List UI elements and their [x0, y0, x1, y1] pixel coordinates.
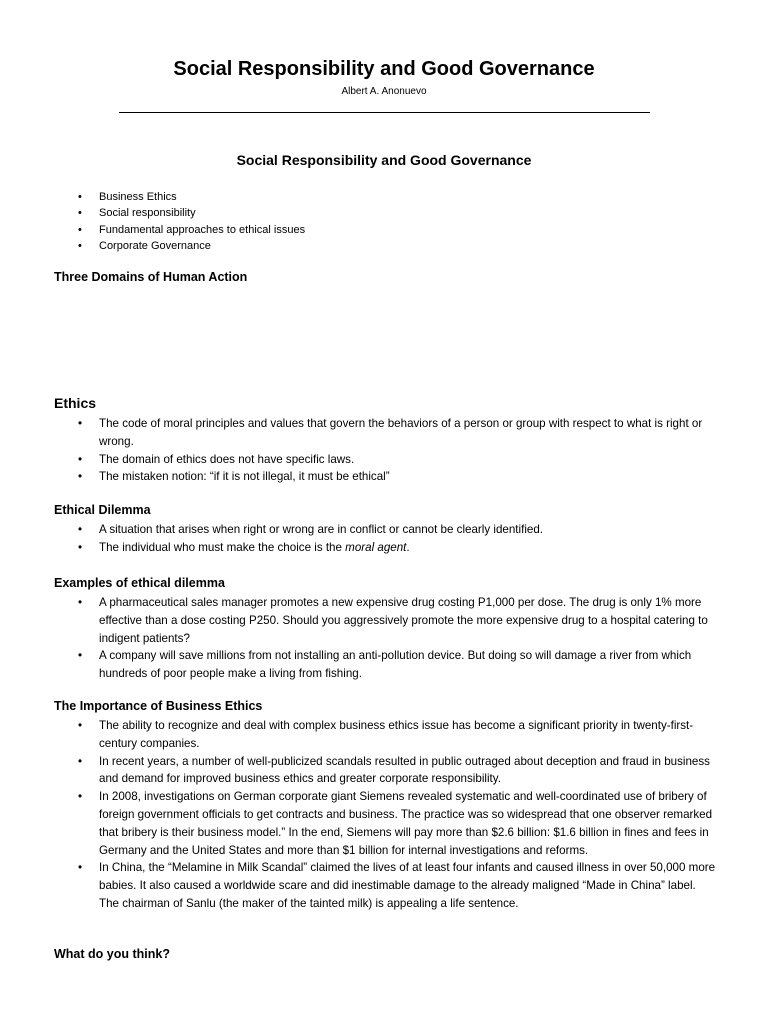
dilemma-heading: Ethical Dilemma [54, 503, 151, 517]
section-title: Social Responsibility and Good Governance [236, 152, 532, 168]
examples-list [78, 594, 718, 683]
dilemma-list [78, 521, 718, 557]
list-item: • A pharmaceutical sales manager promotes a new expensive drug costing P1,000 per dose. The drug is only 1% more effective than a dose costing P250. Should you aggressively promote the more expensive drug to a hospital catering to indigent patients? [78, 594, 718, 647]
moral-agent-suffix: . [406, 540, 410, 554]
list-item: • Fundamental approaches to ethical issues [78, 222, 305, 238]
moral-agent-prefix: The individual who must make the choice is the [99, 540, 346, 554]
document-author: Albert A. Anonuevo [341, 86, 427, 97]
list-item: • The mistaken notion: “if it is not illegal, it must be ethical” [78, 468, 718, 486]
list-item: • A situation that arises when right or wrong are in conflict or cannot be clearly identified. [78, 521, 718, 539]
importance-list [78, 717, 718, 913]
examples-heading: Examples of ethical dilemma [54, 576, 225, 590]
list-item: • In 2008, investigations on German corporate giant Siemens revealed systematic and well-coordinated use of bribery of foreign government officials to get contracts and business. The practice was so widespread that one observer remarked that bribery is their business model.” In the end, Siemens will pay more than $2.6 billion: $1.6 billion in fines and fees in Germany and the United States and more than $1 billion for internal investigations and reforms. [78, 788, 718, 859]
list-item: • The ability to recognize and deal with complex business ethics issue has become a significant priority in twenty-first-century companies. [78, 717, 718, 753]
list-item: • In China, the “Melamine in Milk Scandal” claimed the lives of at least four infants and caused illness in over 50,000 more babies. It also caused a worldwide scare and did inestimable damage to the already maligned “Made in China” label. The chairman of Sanlu (the maker of the tainted milk) is appealing a life sentence. [78, 859, 718, 912]
importance-heading: The Importance of Business Ethics [54, 699, 263, 713]
document-title: Social Responsibility and Good Governance [173, 58, 595, 80]
moral-agent-term: moral agent [345, 540, 407, 554]
ethics-heading: Ethics [54, 395, 97, 411]
list-item: • Corporate Governance [78, 238, 305, 254]
list-item: • In recent years, a number of well-publicized scandals resulted in public outraged about deception and fraud in business and demand for improved business ethics and greater corporate responsibility. [78, 753, 718, 789]
closing-heading: What do you think? [54, 947, 170, 961]
list-item: • A company will save millions from not installing an anti-pollution device. But doing so will damage a river from which hundreds of poor people make a living from fishing. [78, 647, 718, 683]
list-item: • Business Ethics [78, 189, 305, 205]
topic-list [78, 189, 305, 254]
list-item: • The code of moral principles and values that govern the behaviors of a person or group with respect to what is right or wrong. [78, 415, 718, 451]
list-item [78, 539, 718, 557]
list-item: • Social responsibility [78, 205, 305, 221]
list-item: • The domain of ethics does not have specific laws. [78, 451, 718, 469]
ethics-list [78, 415, 718, 486]
title-divider [119, 112, 650, 113]
domains-heading: Three Domains of Human Action [54, 270, 248, 284]
